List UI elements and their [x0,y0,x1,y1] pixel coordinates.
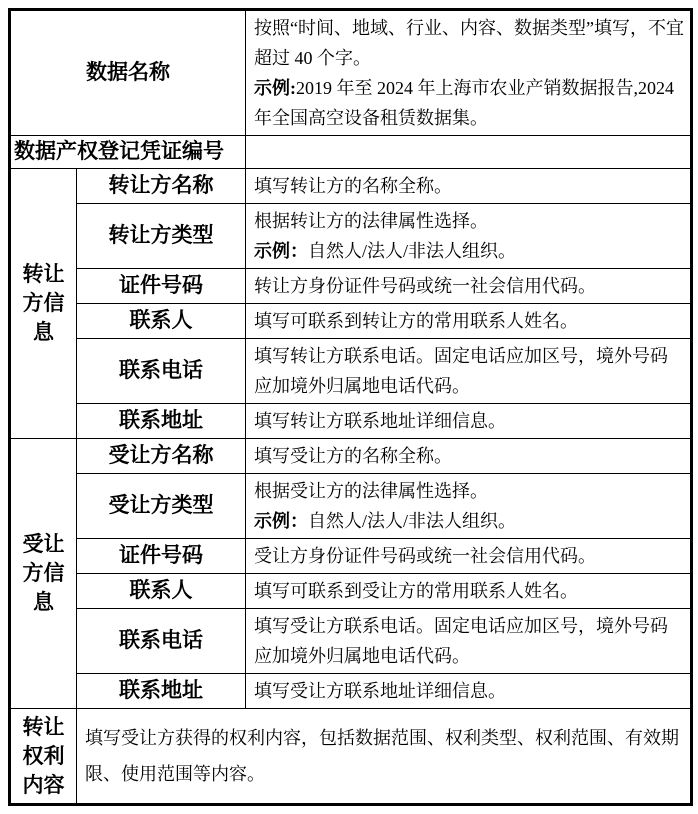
table-row [10,709,692,805]
field-desc: 填写可联系到受让方的常用联系人姓名。 [246,574,692,609]
field-desc: 填写受让方的名称全称。 [246,439,692,474]
field-example [254,236,685,266]
field-desc: 填写可联系到转让方的常用联系人姓名。 [246,304,692,339]
field-label: 转让方类型 [77,204,246,269]
table-row [10,674,692,709]
field-desc: 受让方身份证件号码或统一社会信用代码。 [246,539,692,574]
field-label: 联系电话 [77,339,246,404]
example-label: 示例: [254,78,296,98]
transferor-group-label: 转让方信息 [10,169,77,439]
data-name-example [254,73,685,133]
table-row [10,136,692,169]
cert-number-label: 数据产权登记凭证编号 [10,136,246,169]
table-row [10,539,692,574]
field-label: 证件号码 [77,269,246,304]
field-desc: 根据受让方的法律属性选择。 [254,481,488,501]
field-label: 转让方名称 [77,169,246,204]
field-desc: 填写转让方联系地址详细信息。 [246,404,692,439]
table-row [10,304,692,339]
field-label: 联系电话 [77,609,246,674]
table-row [10,404,692,439]
field-desc-cell [246,204,692,269]
table-row [10,204,692,269]
cert-number-value-cell [246,136,692,169]
field-label: 联系地址 [77,674,246,709]
field-desc: 填写受让方联系地址详细信息。 [246,674,692,709]
table-row [10,169,692,204]
example-label: 示例： [254,511,308,531]
field-label: 联系人 [77,304,246,339]
rights-group-label: 转让权利内容 [10,709,77,805]
table-row [10,609,692,674]
table-row [10,10,692,136]
table-row [10,474,692,539]
field-label: 联系人 [77,574,246,609]
field-desc-cell [246,474,692,539]
example-text: 自然人/法人/非法人组织。 [308,511,517,531]
example-label: 示例： [254,241,308,261]
field-example [254,506,685,536]
data-name-desc-cell [246,10,692,136]
form-instructions-table [8,8,693,806]
table-row [10,439,692,474]
field-desc: 填写转让方联系电话。固定电话应加区号，境外号码应加境外归属地电话代码。 [246,339,692,404]
table-row [10,574,692,609]
example-text: 自然人/法人/非法人组织。 [308,241,517,261]
field-desc: 转让方身份证件号码或统一社会信用代码。 [246,269,692,304]
example-text: 2019 年至 2024 年上海市农业产销数据报告,2024 年全国高空设备租赁数据集。 [254,78,674,128]
table-row [10,269,692,304]
data-name-label: 数据名称 [10,10,246,136]
field-label: 联系地址 [77,404,246,439]
field-desc: 填写受让方联系电话。固定电话应加区号，境外号码应加境外归属地电话代码。 [246,609,692,674]
field-desc: 根据转让方的法律属性选择。 [254,211,488,231]
field-desc: 填写转让方的名称全称。 [246,169,692,204]
data-name-desc: 按照“时间、地域、行业、内容、数据类型”填写，不宜超过 40 个字。 [254,18,684,68]
table-row [10,339,692,404]
field-label: 受让方类型 [77,474,246,539]
rights-desc: 填写受让方获得的权利内容，包括数据范围、权利类型、权利范围、有效期限、使用范围等内容。 [77,709,692,805]
transferee-group-label: 受让方信息 [10,439,77,709]
field-label: 证件号码 [77,539,246,574]
field-label: 受让方名称 [77,439,246,474]
